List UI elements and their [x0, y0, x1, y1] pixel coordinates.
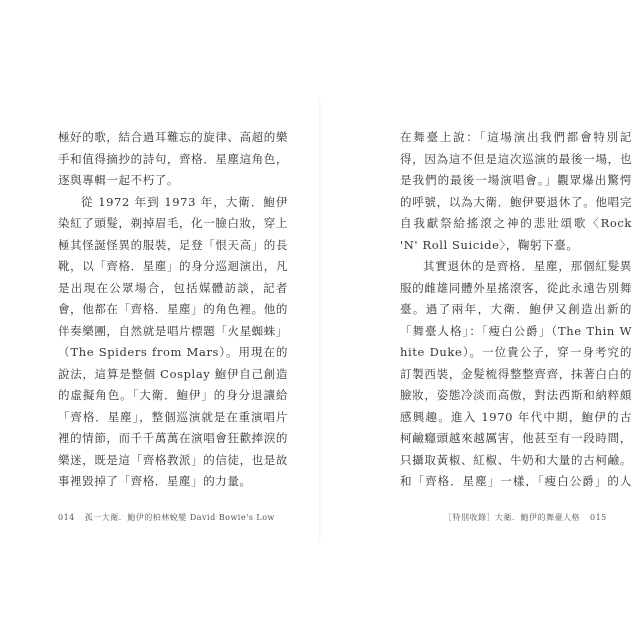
left-page-number: 014 [58, 513, 75, 522]
left-page [58, 127, 288, 487]
right-page-footer [444, 512, 607, 523]
right-running-title: ［特別收錄］大衛．鮑伊的舞臺人格 [444, 513, 580, 522]
right-paragraph-2: 其實退休的是齊格．星塵，那個紅髮異服的雌雄同體外星搖滾客，從此永遠告別舞臺。過了兩年，大衛．鮑伊又創造出新的「舞臺人格」：「瘦白公爵」（The Thin White Duke）。一位貴公子，穿一身考究的訂製西裝，金髮梳得整整齊齊，抹著白白的臉妝，姿態冷淡而高傲，對法西斯和納粹頗感興趣。進入 1970 年代中期，鮑伊的古柯鹼癮頭越來越厲害，他甚至有一段時間，只攝取黃椒、紅椒、牛奶和大量的古柯鹼。和「齊格．星塵」一樣，「瘦白公爵」的人 [400, 259, 632, 487]
left-page-footer [58, 512, 275, 523]
left-paragraph-1: 極好的歌，結合過耳難忘的旋律、高超的樂手和值得摘抄的詩句，齊格．星塵這角色，逐與專輯一起不朽了。 [58, 130, 288, 187]
right-paragraph-1: 在舞臺上說：「這場演出我們都會特別記得，因為這不但是這次巡演的最後一場，也是我們的最後一場演唱會。」觀眾爆出驚愕的呼號，以為大衛．鮑伊要退休了。他唱完自我獻祭給搖滾之神的悲壯頌歌〈Rock 'N' Roll Suicide〉，鞠躬下臺。 [400, 130, 632, 252]
book-gutter [319, 100, 321, 540]
left-paragraph-2: 從 1972 年到 1973 年，大衛．鮑伊染紅了頭髮，剃掉眉毛，化一臉白妝，穿上極其怪誕怪異的服裝，足登「恨天高」的長靴，以「齊格．星塵」的身分巡迴演出，凡是出現在公眾場合，包括媒體訪談，記者會，他都在「齊格．星塵」的角色裡。他的伴奏樂團，自然就是唱片標題「火星蜘蛛」（The Spiders from Mars）。用現在的說法，這算是整個 Cosplay 鮑伊自己創造的虛擬角色。「大衛．鮑伊」的身分退讓給「齊格．星塵」，整個巡演就是在重演唱片裡的情節，而千千萬萬在演唱會狂歡捧淚的樂迷，既是這「齊格教派」的信徒，也是故事裡毀掉了「齊格．星塵」的力量。 [58, 194, 288, 487]
right-page [400, 127, 632, 487]
left-running-title: 孤一大衛．鮑伊的柏林蛻變 David Bowie's Low [84, 513, 275, 522]
right-page-number: 015 [590, 513, 607, 522]
